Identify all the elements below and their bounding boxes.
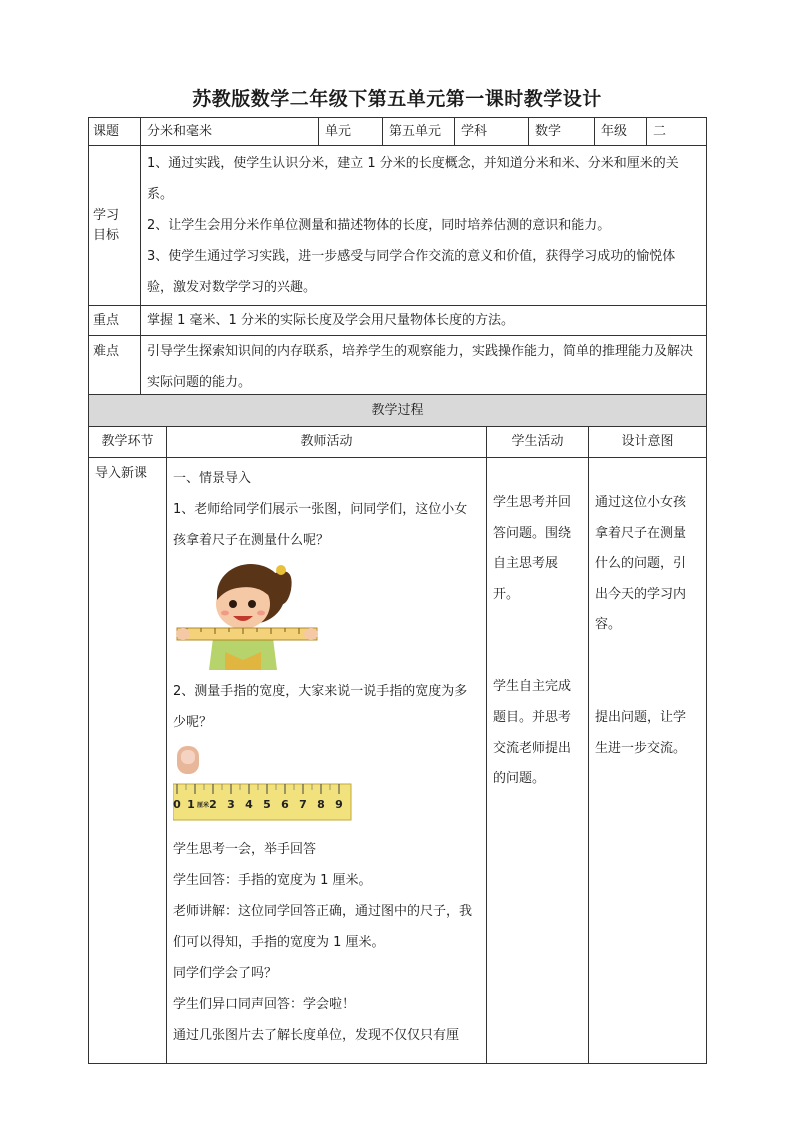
ruler-number: 7 <box>299 798 307 811</box>
objective-item: 3、使学生通过学习实践，进一步感受与同学合作交流的意义和价值，获得学习成功的愉悦体验，激发对数学学习的兴趣。 <box>147 249 676 295</box>
header-row <box>89 427 707 458</box>
teacher-line: 学生回答：手指的宽度为 1 厘米。 <box>173 873 372 888</box>
header-teacher: 教师活动 <box>167 427 487 458</box>
teaching-process-table <box>88 394 707 1064</box>
teacher-line: 老师讲解：这位同学回答正确，通过图中的尺子，我们可以得知，手指的宽度为 1 厘米。 <box>173 904 473 950</box>
objectives-label-line2: 目标 <box>93 227 120 243</box>
ruler-number: 1 <box>187 798 195 811</box>
lesson-label: 课题 <box>89 118 141 146</box>
teacher-line: 学生思考一会，举手回答 <box>173 842 317 857</box>
teacher-step1: 1、老师给同学们展示一张图，问同学们，这位小女孩拿着尺子在测量什么呢？ <box>173 502 468 548</box>
objective-item: 1、通过实践，使学生认识分米，建立 1 分米的长度概念，并知道分米和米、分米和厘米的关系。 <box>147 156 679 202</box>
objectives-label-line1: 学习 <box>93 207 120 223</box>
unit-label: 单元 <box>319 118 383 146</box>
subject-label: 学科 <box>455 118 529 146</box>
stage-name: 导入新课 <box>89 458 167 1064</box>
girl-with-ruler-image <box>173 560 323 670</box>
key-point-row <box>89 306 707 336</box>
teacher-line: 学生们异口同声回答：学会啦！ <box>173 997 356 1012</box>
teacher-activity <box>167 458 487 1064</box>
objective-item: 2、让学生会用分米作单位测量和描述物体的长度，同时培养估测的意识和能力。 <box>147 218 611 233</box>
key-point-label: 重点 <box>89 306 141 336</box>
stage-row <box>89 458 707 1064</box>
ruler-number: 3 <box>227 798 235 811</box>
difficulty-label: 难点 <box>89 336 141 399</box>
teacher-line: 通过几张图片去了解长度单位，发现不仅仅只有厘 <box>173 1028 460 1043</box>
design-intent-2: 提出问题，让学生进一步交流。 <box>595 709 687 756</box>
lesson-row <box>89 118 707 146</box>
student-activity-2: 学生自主完成题目。并思考交流老师提出的问题。 <box>493 679 572 787</box>
difficulty-row <box>89 336 707 399</box>
subject-value: 数学 <box>529 118 595 146</box>
ruler-number: 8 <box>317 798 325 811</box>
header-stage: 教学环节 <box>89 427 167 458</box>
design-intent-1: 通过这位小女孩拿着尺子在测量什么的问题，引出今天的学习内容。 <box>595 495 687 633</box>
design-intent <box>589 458 707 1064</box>
student-activity-1: 学生思考并回答问题。围绕自主思考展开。 <box>493 495 572 602</box>
teacher-line: 同学们学会了吗？ <box>173 966 278 981</box>
section-row <box>89 395 707 427</box>
key-point-value: 掌握 1 毫米、1 分米的实际长度及学会用尺量物体长度的方法。 <box>141 306 707 336</box>
ruler-number: 9 <box>335 798 343 811</box>
ruler-number: 4 <box>245 798 253 811</box>
section-title: 教学过程 <box>89 395 707 427</box>
lesson-info-table <box>88 117 707 399</box>
ruler-number: 6 <box>281 798 289 811</box>
grade-value: 二 <box>647 118 707 146</box>
header-intent: 设计意图 <box>589 427 707 458</box>
student-activity <box>487 458 589 1064</box>
objectives-row <box>89 146 707 306</box>
finger-and-ruler-image <box>173 744 353 826</box>
teacher-step2: 2、测量手指的宽度，大家来说一说手指的宽度为多少呢？ <box>173 684 468 730</box>
lesson-value: 分米和毫米 <box>141 118 319 146</box>
ruler-unit: 厘米 <box>196 802 210 809</box>
teacher-heading: 一、情景导入 <box>173 471 252 486</box>
objectives-label <box>89 146 141 306</box>
ruler-number: 0 <box>173 798 181 811</box>
grade-label: 年级 <box>595 118 647 146</box>
unit-value: 第五单元 <box>383 118 455 146</box>
ruler-number: 2 <box>209 798 217 811</box>
objectives-content <box>141 146 707 306</box>
document-title: 苏教版数学二年级下第五单元第一课时教学设计 <box>192 88 602 110</box>
difficulty-value: 引导学生探索知识间的内存联系，培养学生的观察能力，实践操作能力，简单的推理能力及解决实际问题的能力。 <box>141 336 707 399</box>
header-student: 学生活动 <box>487 427 589 458</box>
ruler-number: 5 <box>263 798 271 811</box>
